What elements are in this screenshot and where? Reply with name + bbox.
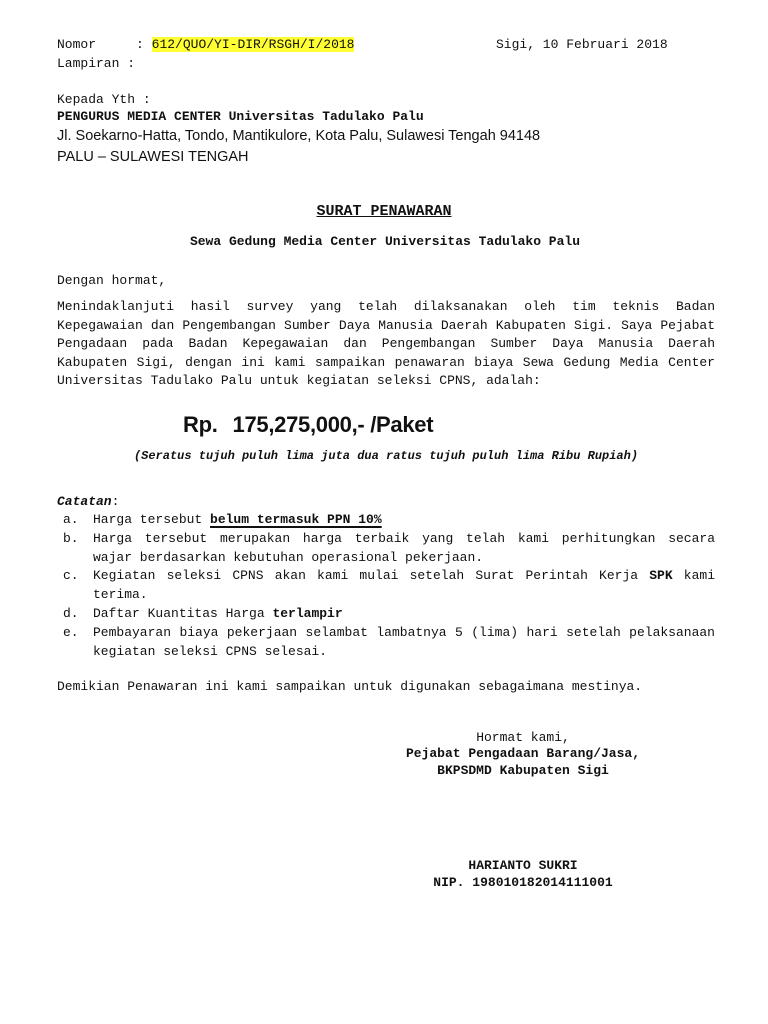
nomor-separator: :	[136, 37, 144, 52]
list-item	[63, 567, 715, 605]
list-item	[63, 624, 715, 662]
price-amount: 175,275,000,- /Paket	[232, 412, 434, 437]
note-text	[93, 511, 715, 530]
note-d-text: Daftar Kuantitas Harga	[93, 605, 273, 621]
note-text	[93, 567, 715, 605]
list-item	[63, 530, 715, 568]
note-marker: c.	[63, 568, 79, 584]
note-marker: a.	[63, 512, 79, 527]
letter-title	[0, 203, 768, 221]
letter-title-text: SURAT PENAWARAN	[316, 203, 452, 220]
notes-colon: :	[111, 494, 120, 509]
price-currency: Rp.	[183, 412, 218, 437]
note-c-text: Kegiatan seleksi CPNS akan kami mulai setelah Surat Perintah Kerja	[93, 568, 650, 584]
signatory-nip: NIP. 198010182014111001	[433, 875, 613, 890]
notes-heading	[57, 493, 119, 511]
nomor-label: Nomor	[57, 37, 97, 52]
notes-list	[63, 511, 715, 661]
closing-sentence: Demikian Penawaran ini kami sampaikan untuk digunakan sebagaimana mestinya.	[57, 679, 643, 694]
place-date: Sigi, 10 Februari 2018	[496, 37, 668, 52]
note-c-emphasis: SPK	[649, 568, 673, 584]
letter-subtitle: Sewa Gedung Media Center Universitas Tadulako Palu	[189, 234, 581, 249]
notes-label: Catatan	[57, 494, 112, 509]
nomor-line	[57, 36, 354, 54]
body-paragraph: Menindaklanjuti hasil survey yang telah dilaksanakan oleh tim teknis Badan Kepegawaian dan Pengembangan Sumber Daya Manusia Daerah Kabupaten Sigi. Saya Pejabat Pengadaan pada Badan Kepegawaian dan Pengembangan Sumber Daya Manusia Daerah Kabupaten Sigi, dengan ini kami sampaikan penawaran biaya Sewa Gedung Media Center Universitas Tadulako Palu untuk kegiatan seleksi CPNS, adalah:	[57, 299, 715, 389]
note-text	[93, 605, 715, 624]
price-in-words: (Seratus tujuh puluh lima juta dua ratus tujuh puluh lima Ribu Rupiah)	[133, 449, 639, 463]
note-marker: e.	[63, 624, 79, 640]
note-a-emphasis: belum termasuk PPN 10%	[210, 512, 382, 527]
lampiran-line	[57, 55, 135, 73]
recipient-name: PENGURUS MEDIA CENTER Universitas Tadulako Palu	[57, 109, 424, 124]
lampiran-label: Lampiran	[57, 56, 120, 71]
recipient-city: PALU – SULAWESI TENGAH	[57, 149, 249, 165]
note-c-text-end: kami terima.	[93, 568, 716, 603]
list-item	[63, 511, 715, 530]
note-b-text: Harga tersebut merupakan harga terbaik yang telah kami perhitungkan secara wajar berdasarkan kebutuhan operasional pekerjaan.	[93, 530, 715, 565]
signature-regards: Hormat kami,	[476, 730, 570, 745]
note-marker: b.	[63, 530, 79, 546]
signatory-name: HARIANTO SUKRI	[468, 858, 578, 873]
signature-position: Pejabat Pengadaan Barang/Jasa,	[405, 746, 641, 761]
lampiran-separator: :	[127, 56, 136, 71]
salutation: Dengan hormat,	[57, 273, 167, 288]
signature-office: BKPSDMD Kabupaten Sigi	[437, 763, 609, 778]
price-line	[183, 412, 434, 437]
note-a-text: Harga tersebut	[93, 512, 211, 527]
recipient-address: Jl. Soekarno-Hatta, Tondo, Mantikulore, Kota Palu, Sulawesi Tengah 94148	[57, 128, 541, 144]
note-marker: d.	[63, 605, 79, 621]
note-d-emphasis: terlampir	[272, 605, 343, 621]
note-e-text: Pembayaran biaya pekerjaan selambat lambatnya 5 (lima) hari setelah pelaksanaan kegiatan seleksi CPNS selesai.	[93, 624, 715, 659]
nomor-value: 612/QUO/YI-DIR/RSGH/I/2018	[151, 37, 355, 52]
list-item	[63, 605, 715, 624]
recipient-greeting: Kepada Yth :	[57, 92, 151, 107]
